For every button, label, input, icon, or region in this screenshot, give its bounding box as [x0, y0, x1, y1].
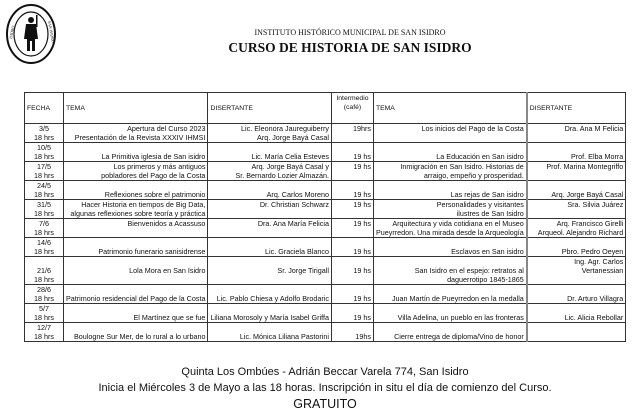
cell-line: Presentación de la Revista XXXIV IHMSI — [74, 133, 206, 142]
cell-line — [66, 238, 205, 247]
cell-disertante — [208, 257, 332, 285]
cell-line — [66, 285, 205, 294]
cell-line — [334, 238, 371, 247]
cell-line — [66, 143, 205, 152]
cell-line: 18 hrs — [34, 209, 54, 218]
cell-line: Patrimonio funerario sanisidrense — [98, 247, 206, 256]
cell-line: 17/5 — [37, 162, 51, 171]
cell-line — [210, 238, 329, 247]
cell-intermedio — [331, 124, 373, 143]
table-row — [25, 304, 626, 323]
cell-line — [210, 304, 329, 313]
cell-line — [210, 143, 329, 152]
cell-line — [530, 143, 624, 152]
table-row — [25, 219, 626, 238]
cell-line: Inmigración en San Isidro. Historias de — [400, 162, 524, 171]
cell-line — [530, 275, 624, 284]
cell-tema — [64, 257, 208, 285]
cell-line: Arqueol. Alejandro Richard — [537, 228, 624, 237]
cell-line — [210, 181, 329, 190]
cell-line: Patrimonio residencial del Pago de la Costa — [66, 294, 206, 303]
cell-line — [66, 323, 205, 332]
cell-disertante-2 — [527, 143, 626, 162]
cell-intermedio — [331, 257, 373, 285]
cell-line: 18 hrs — [34, 152, 54, 161]
cell-line — [334, 228, 371, 237]
cell-line — [334, 323, 371, 332]
cell-date — [25, 181, 64, 200]
cell-line: 19 hs — [353, 190, 371, 199]
cell-disertante — [208, 181, 332, 200]
cell-line: Arq. Jorge Bayá Casal — [257, 133, 329, 142]
cell-line: La Primitiva iglesia de San isidro — [101, 152, 206, 161]
cell-line: Vertanessian — [581, 266, 624, 275]
cell-tema — [64, 323, 208, 342]
cell-line: 18 hrs — [34, 313, 54, 322]
cell-intermedio — [331, 162, 373, 181]
cell-line: Arq. Carlos Moreno — [266, 190, 329, 199]
cell-line — [376, 143, 524, 152]
cell-tema-2 — [373, 124, 526, 143]
cell-line: Dra. Ana María Felicia — [257, 219, 329, 228]
cell-line: 18 hrs — [34, 275, 54, 284]
cell-date — [25, 238, 64, 257]
cell-date — [25, 162, 64, 181]
cell-line: Lic. Pablo Chiesa y Adolfo Brodaric — [216, 294, 329, 303]
cell-line: San Isidro en el espejo: retratos al — [414, 266, 524, 275]
cell-line: Ing. Agr. Carlos — [574, 257, 624, 266]
cell-line — [334, 133, 371, 142]
cell-line — [334, 304, 371, 313]
cell-disertante-2 — [527, 238, 626, 257]
cell-line — [66, 304, 205, 313]
cell-line: Los primeros y más antiguos — [113, 162, 206, 171]
cell-date — [25, 323, 64, 342]
cell-tema-2 — [373, 219, 526, 238]
cell-line: 19 hs — [353, 247, 371, 256]
table-row — [25, 162, 626, 181]
cell-line: Los inicios del Pago de la Costa — [421, 124, 524, 133]
cell-line — [376, 238, 524, 247]
cell-tema-2 — [373, 162, 526, 181]
cell-line: 24/5 — [37, 181, 51, 190]
cell-line — [66, 257, 205, 266]
cell-disertante — [208, 162, 332, 181]
cell-line — [376, 285, 524, 294]
cell-line: Reflexiones sobre el patrimonio — [104, 190, 206, 199]
cell-line — [530, 238, 624, 247]
cell-line: Pbro. Pedro Oeyen — [561, 247, 624, 256]
cell-line: Prof. Elba Morra — [570, 152, 624, 161]
cell-line: Prof. Marina Montegriffo — [546, 162, 624, 171]
cell-tema-2 — [373, 200, 526, 219]
cell-disertante-2 — [527, 124, 626, 143]
cell-tema — [64, 285, 208, 304]
cell-line: pobladores del Pago de la Costa — [101, 171, 206, 180]
cell-disertante-2 — [527, 323, 626, 342]
cell-line: Villa Adelina, un pueblo en las fronteras — [397, 313, 524, 322]
table-row — [25, 181, 626, 200]
cell-disertante — [208, 238, 332, 257]
cell-line: 5/7 — [39, 304, 49, 313]
cell-date — [25, 304, 64, 323]
cell-disertante — [208, 200, 332, 219]
col-header-fecha: FECHA — [25, 93, 64, 124]
cell-line: Dr. Christian Schwarz — [259, 200, 329, 209]
cell-line — [334, 257, 371, 266]
cell-line: Lic. Mónica Liliana Pastorini — [239, 332, 329, 341]
cell-tema-2 — [373, 143, 526, 162]
cell-line: Dr. Arturo Villagra — [567, 294, 624, 303]
cell-disertante-2 — [527, 304, 626, 323]
cell-line: 19 hs — [353, 266, 371, 275]
cell-line — [334, 143, 371, 152]
cell-line: 18 hrs — [34, 332, 54, 341]
course-schedule-table — [24, 92, 626, 342]
cell-line — [530, 304, 624, 313]
cell-line — [530, 332, 624, 341]
cell-line: Arq. Jorge Bayá Casal y — [251, 162, 329, 171]
cell-line — [210, 285, 329, 294]
page-title: CURSO DE HISTORIA DE SAN ISIDRO — [228, 40, 472, 55]
cell-tema — [64, 143, 208, 162]
cell-line: Arq. Francisco Girelli — [556, 219, 624, 228]
cell-date — [25, 124, 64, 143]
cell-tema — [64, 219, 208, 238]
cell-line: 19 hs — [353, 313, 371, 322]
price-text: GRATUITO — [293, 397, 357, 411]
cell-line: 3/5 — [39, 124, 49, 133]
cell-line: 18 hrs — [34, 190, 54, 199]
cell-line — [376, 304, 524, 313]
cell-disertante-2 — [527, 181, 626, 200]
cell-line: Arquitectura y vida cotidiana en el Museo — [392, 219, 524, 228]
cell-line: 7/6 — [39, 219, 49, 228]
cell-line — [530, 171, 624, 180]
intermedio-label: Intermedio — [336, 95, 369, 102]
col-header-tema: TEMA — [64, 93, 208, 124]
cell-line — [530, 323, 624, 332]
cell-line: Lic. Eleonora Jaureguiberry — [241, 124, 329, 133]
cell-line — [334, 209, 371, 218]
cell-line: 28/6 — [37, 285, 51, 294]
cell-tema — [64, 162, 208, 181]
cell-line: Lola Mora en San Isidro — [129, 266, 206, 275]
cell-tema-2 — [373, 238, 526, 257]
table-row — [25, 285, 626, 304]
cell-line: Bienvenidos a Acassuso — [127, 219, 206, 228]
col-header-tema-2: TEMA — [373, 93, 526, 124]
table-row — [25, 238, 626, 257]
cell-intermedio — [331, 238, 373, 257]
cell-line: 19hrs — [352, 124, 371, 133]
cell-tema-2 — [373, 285, 526, 304]
cell-tema — [64, 200, 208, 219]
cell-line: 19hs — [355, 332, 371, 341]
cell-date — [25, 200, 64, 219]
cell-line: Lic. Alicia Rebollar — [564, 313, 624, 322]
cell-line: algunas reflexiones sobre teoría y práctica — [70, 209, 206, 218]
col-header-intermedio — [331, 93, 373, 124]
svg-text:ISIDRO: ISIDRO — [8, 25, 16, 40]
cell-line — [334, 285, 371, 294]
cell-line — [210, 275, 329, 284]
cell-line: Sra. Silvia Juárez — [567, 200, 624, 209]
cell-line: Pueyrredon. Una mirada desde la Arqueología — [375, 228, 524, 237]
cell-line: Sr. Bernardo Lozier Almazán. — [235, 171, 329, 180]
table-row — [25, 143, 626, 162]
cell-intermedio — [331, 285, 373, 304]
cell-intermedio — [331, 219, 373, 238]
cell-date — [25, 143, 64, 162]
cell-line: ilustres de San Isidro — [456, 209, 524, 218]
cell-line — [376, 257, 524, 266]
cell-line — [376, 133, 524, 142]
cell-line: 19 hs — [353, 294, 371, 303]
cell-line — [376, 323, 524, 332]
cell-date — [25, 285, 64, 304]
cell-line — [530, 133, 624, 142]
cell-disertante — [208, 285, 332, 304]
cell-line: 10/5 — [37, 143, 51, 152]
cell-line: 18 hrs — [34, 228, 54, 237]
cell-line: Liliana Morosoly y María Isabel Griffa — [210, 313, 329, 322]
cell-line — [530, 181, 624, 190]
cell-disertante — [208, 219, 332, 238]
cell-line: La Educación en San isidro — [436, 152, 524, 161]
table-header-row — [25, 93, 626, 124]
col-header-disertante-2: DISERTANTE — [527, 93, 626, 124]
cell-line: Juan Martín de Pueyrredon en la medalla — [391, 294, 524, 303]
cell-disertante-2 — [527, 219, 626, 238]
cell-line: Boulogne Sur Mer, de lo rural a lo urbano — [73, 332, 206, 341]
cell-line: Lic. Graciela Blanco — [265, 247, 329, 256]
cell-line — [334, 171, 371, 180]
cell-line: Personalidades y visitantes — [436, 200, 524, 209]
col-header-disertante: DISERTANTE — [208, 93, 332, 124]
cell-line — [334, 275, 371, 284]
cell-tema — [64, 124, 208, 143]
cell-line — [210, 257, 329, 266]
cell-line — [210, 209, 329, 218]
cell-disertante — [208, 143, 332, 162]
cell-tema — [64, 304, 208, 323]
cell-disertante-2 — [527, 200, 626, 219]
venue-text: Quinta Los Ombúes - Adrián Beccar Varela 774, San Isidro — [181, 366, 469, 378]
cell-intermedio — [331, 200, 373, 219]
cell-line: Sr. Jorge Tirigall — [277, 266, 329, 275]
institute-name: INSTITUTO HISTÓRICO MUNICIPAL DE SAN ISIDRO — [254, 28, 446, 37]
cell-line: 18 hrs — [34, 133, 54, 142]
cell-disertante-2 — [527, 257, 626, 285]
cell-line: 18 hrs — [34, 171, 54, 180]
cell-disertante — [208, 323, 332, 342]
cell-line — [27, 257, 61, 266]
cell-line: 19 hs — [353, 152, 371, 161]
cell-date — [25, 219, 64, 238]
cell-line — [334, 181, 371, 190]
cell-intermedio — [331, 304, 373, 323]
cell-tema — [64, 181, 208, 200]
cell-line: 19 hs — [353, 200, 371, 209]
cell-line: arraigo, empeño y prosperidad. — [423, 171, 524, 180]
cell-line: daguerrotipo 1845-1865 — [447, 275, 524, 284]
cell-line: 31/5 — [37, 200, 51, 209]
cell-line — [530, 285, 624, 294]
cell-line: Cierre entrega de diploma/Vino de honor — [394, 332, 524, 341]
svg-text:SAN ISIDRO: SAN ISIDRO — [47, 20, 56, 44]
cell-line: Lic. María Celia Esteves — [251, 152, 329, 161]
cell-line — [210, 323, 329, 332]
cell-disertante — [208, 304, 332, 323]
cell-line: El Martínez que se fue — [133, 313, 206, 322]
cell-line: 18 hrs — [34, 247, 54, 256]
cell-tema-2 — [373, 323, 526, 342]
cell-line: 12/7 — [37, 323, 51, 332]
cell-disertante-2 — [527, 162, 626, 181]
cell-line — [66, 275, 205, 284]
cell-line: 14/6 — [37, 238, 51, 247]
cell-line: 21/6 — [37, 266, 51, 275]
table-row — [25, 200, 626, 219]
start-info-text: Inicia el Miércoles 3 de Mayo a las 18 horas. Inscripción in situ el día de comienzo del Curso. — [98, 382, 552, 394]
table-row — [25, 124, 626, 143]
cell-disertante-2 — [527, 285, 626, 304]
cell-tema-2 — [373, 181, 526, 200]
cell-line: Esclavos en San isidro — [451, 247, 524, 256]
cell-line: Las rejas de San isidro — [450, 190, 524, 199]
table-row — [25, 323, 626, 342]
cell-tema-2 — [373, 257, 526, 285]
cell-disertante — [208, 124, 332, 143]
table-row — [25, 257, 626, 285]
cell-line — [210, 228, 329, 237]
cell-intermedio — [331, 143, 373, 162]
cell-line: Dra. Ana M Felicia — [564, 124, 624, 133]
cell-line — [66, 181, 205, 190]
cell-date — [25, 257, 64, 285]
cell-tema — [64, 238, 208, 257]
cell-line — [376, 181, 524, 190]
cell-line — [66, 228, 205, 237]
cell-line — [530, 209, 624, 218]
cafe-label: (café) — [343, 104, 362, 111]
cell-intermedio — [331, 323, 373, 342]
cell-line: 19 hs — [353, 219, 371, 228]
cell-line: 18 hrs — [34, 294, 54, 303]
footer — [0, 364, 640, 412]
cell-tema-2 — [373, 304, 526, 323]
cell-line: Apertura del Curso 2023 — [127, 124, 206, 133]
cell-intermedio — [331, 181, 373, 200]
cell-line: 19 hs — [353, 162, 371, 171]
cell-line: Arq. Jorge Bayá Casal — [551, 190, 624, 199]
cell-line: Hacer Historia en tiempos de Big Data, — [81, 200, 206, 209]
